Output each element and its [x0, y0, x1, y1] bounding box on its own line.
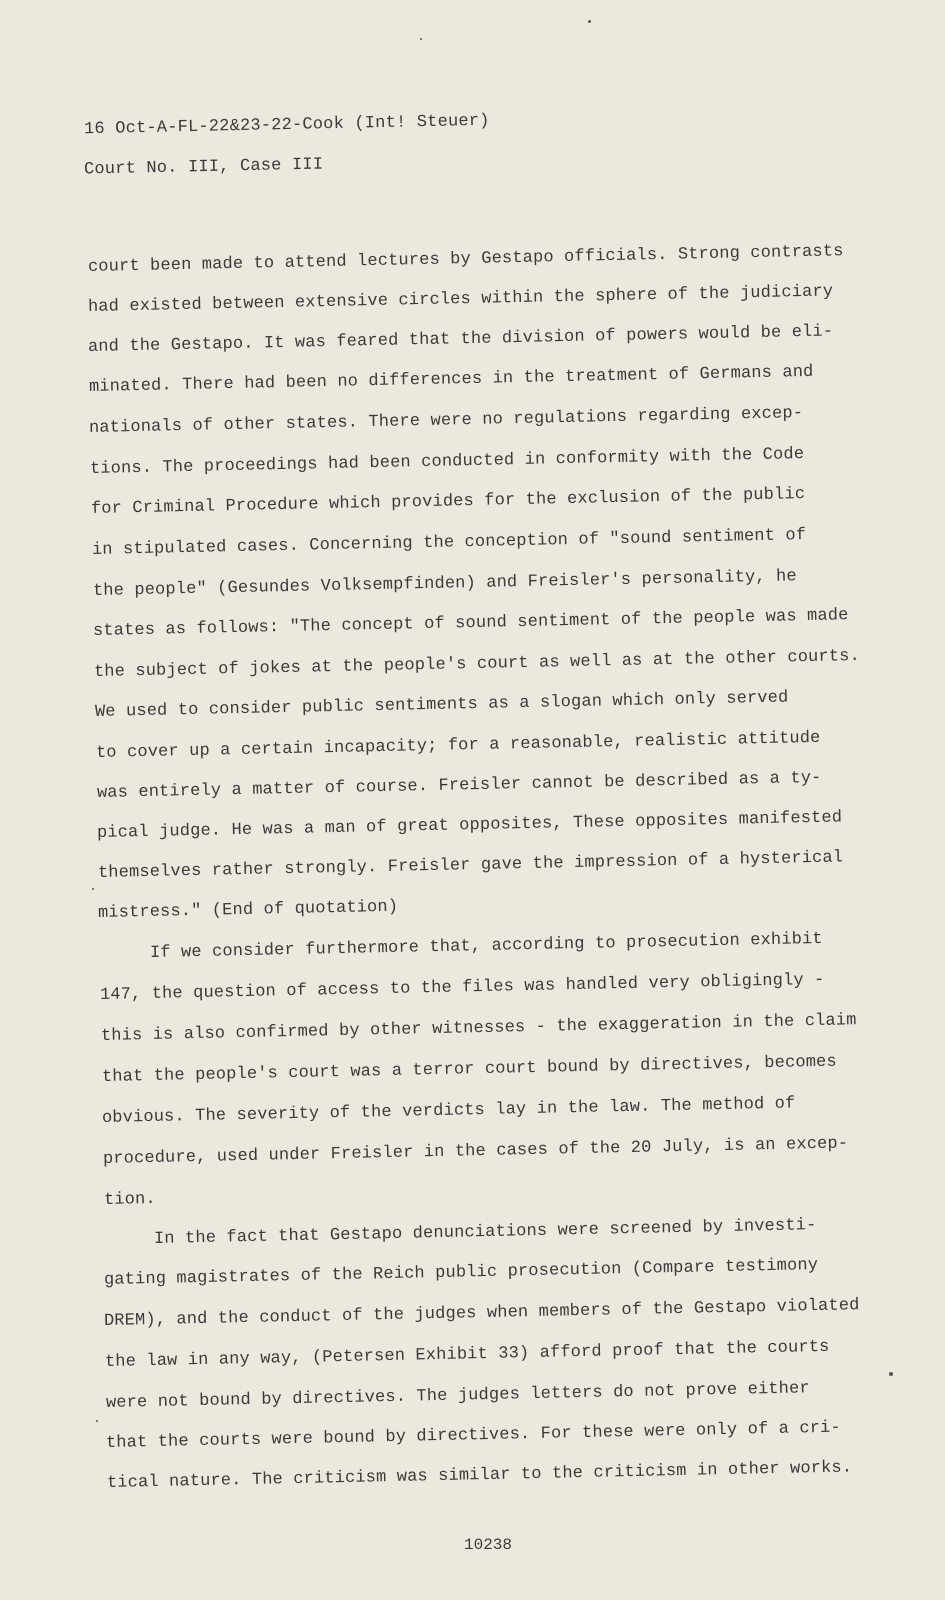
body-line: tion.	[103, 1189, 156, 1210]
body-line: the subject of jokes at the people's court as well as at the other courts.	[93, 646, 861, 682]
body-line: nationals of other states. There were no regulations regarding excep-	[88, 404, 804, 438]
paper-speck	[96, 1420, 98, 1422]
paper-speck	[420, 38, 422, 40]
body-line: that the courts were bound by directives. For these were only of a cri-	[105, 1418, 842, 1453]
body-line: this is also confirmed by other witnesses - the exaggeration in the claim	[100, 1011, 857, 1046]
body-line: were not bound by directives. The judges letters do not prove either	[105, 1379, 810, 1413]
body-line: themselves rather strongly. Freisler gave the impression of a hysterical	[97, 848, 844, 883]
page-number: 10238	[464, 1536, 513, 1554]
body-line: pical judge. He was a man of great opposites, These opposites manifested	[96, 808, 843, 843]
body-line: that the people's court was a terror court bound by directives, becomes	[101, 1052, 838, 1087]
body-line: and the Gestapo. It was feared that the division of powers would be eli-	[87, 322, 834, 357]
court-case-label: Court No. III, Case III	[83, 155, 324, 180]
body-line: court been made to attend lectures by Gestapo officials. Strong contrasts	[87, 242, 844, 277]
body-line: mistress." (End of quotation)	[97, 897, 399, 923]
body-line: had existed between extensive circles within the sphere of the judiciary	[87, 282, 834, 317]
paper-speck	[92, 888, 94, 890]
body-line: minated. There had been no differences in the treatment of Germans and	[88, 362, 814, 397]
body-line: procedure, used under Freisler in the cases of the 20 July, is an excep-	[102, 1134, 849, 1169]
body-line: If we consider furthermore that, according to prosecution exhibit	[149, 929, 823, 963]
body-line: 147, the question of access to the files was handled very obligingly -	[99, 970, 825, 1005]
body-line: states as follows: "The concept of sound sentiment of the people was made	[92, 606, 849, 641]
body-line: was entirely a matter of course. Freisler cannot be described as a ty-	[96, 768, 822, 803]
body-line: gating magistrates of the Reich public prosecution (Compare testimony	[103, 1256, 819, 1290]
document-reference: 16 Oct-A-FL-22&23-22-Cook (Int! Steuer)	[83, 111, 490, 140]
paper-speck	[588, 20, 591, 23]
body-line: the people" (Gesundes Volksempfinden) and Freisler's personality, he	[92, 567, 797, 601]
paper-speck	[889, 1372, 893, 1376]
body-line: In the fact that Gestapo denunciations were screened by investi-	[153, 1216, 817, 1249]
body-line: tical nature. The criticism was similar to the criticism in other works.	[106, 1458, 853, 1493]
body-line: in stipulated cases. Concerning the conception of "sound sentiment of	[91, 526, 807, 560]
body-line: obvious. The severity of the verdicts lay in the law. The method of	[101, 1094, 796, 1128]
body-line: DREM), and the conduct of the judges when members of the Gestapo violated	[103, 1296, 860, 1331]
body-line: the law in any way, (Petersen Exhibit 33) afford proof that the courts	[104, 1337, 830, 1372]
body-line: tions. The proceedings had been conducted in conformity with the Code	[89, 445, 805, 479]
body-line: We used to consider public sentiments as a slogan which only served	[94, 688, 789, 722]
body-line: to cover up a certain incapacity; for a reasonable, realistic attitude	[95, 728, 821, 763]
body-line: for Criminal Procedure which provides for the exclusion of the public	[90, 485, 806, 519]
